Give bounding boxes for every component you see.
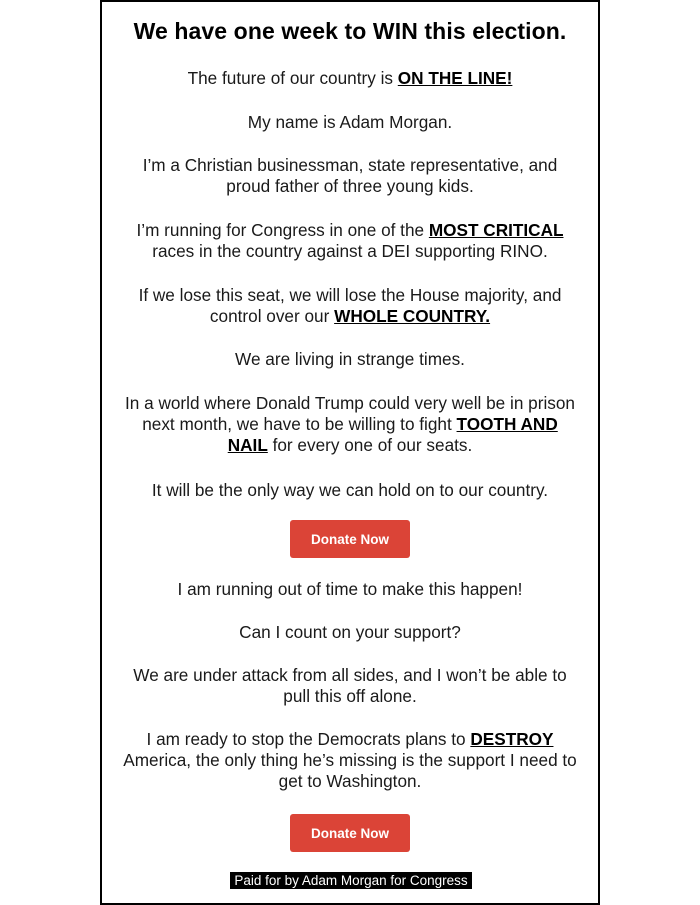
- paragraph-running: I’m running for Congress in one of the MOST CRITICAL races in the country against a DEI supporting RINO.: [136, 220, 564, 261]
- donate-now-button-2[interactable]: Donate Now: [290, 814, 410, 852]
- paragraph-about: I’m a Christian businessman, state representative, and proud father of three young kids.: [142, 155, 558, 196]
- paragraph-lose-seat: If we lose this seat, we will lose the House majority, and control over our WHOLE COUNTRY.: [138, 285, 562, 326]
- emphasis-nail: NAIL: [227, 435, 268, 455]
- paragraph-out-of-time: I am running out of time to make this happen!: [177, 579, 523, 599]
- emphasis-whole-country: WHOLE COUNTRY.: [334, 306, 491, 326]
- paragraph-under-attack: We are under attack from all sides, and I won’t be able to pull this off alone.: [133, 665, 567, 706]
- paid-for-disclaimer: Paid for by Adam Morgan for Congress: [230, 872, 472, 889]
- email-container: [100, 0, 600, 905]
- emphasis-most-critical: MOST CRITICAL: [428, 220, 564, 240]
- paragraph-strange-times: We are living in strange times.: [235, 349, 465, 369]
- emphasis-destroy: DESTROY: [470, 729, 554, 749]
- paragraph-future: The future of our country is ON THE LINE!: [187, 68, 513, 88]
- paragraph-destroy: I am ready to stop the Democrats plans to DESTROY America, the only thing he’s missing is the support I need to get to Washington.: [123, 729, 577, 791]
- paragraph-trump: In a world where Donald Trump could very well be in prison next month, we have to be willing to fight TOOTH AND NAIL for every one of our seats.: [125, 393, 575, 455]
- paragraph-name: My name is Adam Morgan.: [247, 112, 453, 132]
- donate-now-button-1[interactable]: Donate Now: [290, 520, 410, 558]
- emphasis-on-the-line: ON THE LINE!: [397, 68, 513, 88]
- paragraph-hold-on: It will be the only way we can hold on to our country.: [151, 480, 549, 500]
- email-headline: We have one week to WIN this election.: [133, 18, 567, 44]
- paragraph-count-on-support: Can I count on your support?: [239, 622, 461, 642]
- emphasis-tooth-and: TOOTH AND: [456, 414, 558, 434]
